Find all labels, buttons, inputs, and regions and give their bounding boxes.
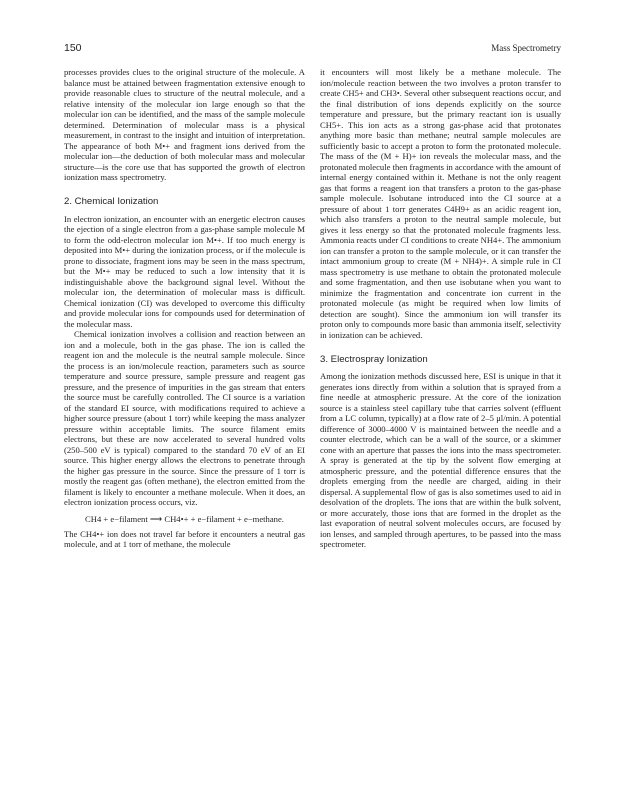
left-column (64, 67, 305, 550)
page-number: 150 (64, 42, 82, 54)
body-paragraph: Among the ionization methods discussed here, ESI is unique in that it generates ions directly from within a solution that is sprayed from a fine needle at atmospheric pressure. At the core of the ionization source is a stainless steel capillary tube that carries solvent (effluent from a LC column, typically) at a flow rate of 2–5 μl/min. A potential difference of 3000–4000 V is maintained between the needle and a counter electrode, which can be a wall of the source, or a skimmer cone with an aperture that passes the ions into the mass spectrometer. A spray is generated at the tip by the solvent flow emerging at atmospheric pressure, and the potential difference ensures that the droplets emerging from the needle are charged, aiding in their dispersal. A supplemental flow of gas is also sometimes used to aid in desolvation of the droplets. The ions that are within the bulk solvent, or more accurately, those ions that are formed in the droplet as the last evaporation of neutral solvent molecules occurs, are focused by ion lenses, and sampled through apertures, to be passed into the mass spectrometer. (320, 371, 561, 549)
running-head: Mass Spectrometry (491, 43, 561, 53)
right-column (320, 67, 561, 550)
body-paragraph: it encounters will most likely be a methane molecule. The ion/molecule reaction between the two involves a proton transfer to create CH5+ and CH3•. Several other subsequent reactions occur, and the final distribution of ions depends explicitly on the source temperature and pressure, but the primary reactant ion is usually CH5+. This ion acts as a strong gas-phase acid that protonates anything more basic than methane; neutral sample molecules are sufficiently basic to accept a proton to form the protonated molecule. The mass of the (M + H)+ ion reveals the molecular mass, and the protonated molecule then fragments in accordance with the amount of internal energy contained within it. Methane is not the only reagent gas that forms a reagent ion that transfers a proton to the gas-phase sample molecule. Isobutane introduced into the CI source at a pressure of about 1 torr generates C4H9+ as an acidic reagent ion, which also transfers a proton to the neutral sample molecule, but gives it less energy so that the protonated molecule fragments less. Ammonia reacts under CI conditions to create NH4+. The ammonium ion can transfer a proton to the sample molecule, or it can transfer the intact ammonium group to create (M + NH4)+. A simple rule in CI mass spectrometry is use methane to obtain the protonated molecule and some fragmentation, and then use isobutane when you want to minimize the fragmentation and concentrate ion current in the protonated molecule (as might be required when low limits of detection are sought). Since the ammonium ion will transfer its proton only to compounds more basic than ammonia itself, selectivity in ionization can be achieved. (320, 67, 561, 340)
body-paragraph: In electron ionization, an encounter with an energetic electron causes the ejection of a single electron from a gas-phase sample molecule M to form the odd-electron molecular ion M•+. If too much energy is deposited into M•+ during the ionization process, or if the molecule is prone to dissociate, fragment ions may be seen in the mass spectrum, but the M•+ may be reduced to such a low intensity that it is indistinguishable above the background signal level. Without the molecular ion, the determination of molecular mass is difficult. Chemical ionization (CI) was developed to overcome this difficulty and provide molecular ions for compounds used for determination of the molecular mass. (64, 213, 305, 329)
section-heading-chemical-ionization: 2. Chemical Ionization (64, 195, 159, 207)
body-paragraph: The CH4•+ ion does not travel far before it encounters a neutral gas molecule, and at 1 torr of methane, the molecule (64, 528, 305, 549)
page-header (64, 42, 561, 56)
reaction-equation: CH4 + e−filament ⟶ CH4•+ + e−filament + e−methane. (85, 513, 284, 524)
body-paragraph: processes provides clues to the original structure of the molecule. A balance must be attained between fragmentation extensive enough to provide reasonable clues to structure of the neutral molecule, and a relative intensity of the molecular ion large enough so that the molecular ion can be identified, and the mass of the sample molecule determined. Determination of molecular mass is a physical measurement, in contrast to the insight and intuition of interpretation. The appearance of both M•+ and fragment ions derived from the molecular ion—the deduction of both molecular mass and molecular structure—is the core use that has supported the growth of electron ionization mass spectrometry. (64, 67, 305, 182)
section-heading-electrospray-ionization: 3. Electrospray Ionization (320, 354, 428, 365)
body-paragraph: Chemical ionization involves a collision and reaction between an ion and a molecule, both in the gas phase. The ion is called the reagent ion and the molecule is the neutral sample molecule. Since the process is an ion/molecule reaction, parameters such as source temperature and source pressure, sample pressure and reagent gas pressure, and the presence of impurities in the gas stream that enters the source must be carefully controlled. The CI source is a variation of the standard EI source, with modifications required to achieve a higher source pressure (about 1 torr) while keeping the mass analyzer pressure within acceptable limits. The source filament emits electrons, but these are now accelerated to several hundred volts (250–500 eV is typical) compared to the standard 70 eV of an EI source. This higher energy allows the electrons to penetrate through the higher gas pressure in the source. Since the pressure of 1 torr is mostly the reagent gas (often methane), the electron emitted from the filament is likely to encounter a methane molecule. When it does, an electron ionization process occurs, viz. (64, 329, 305, 507)
